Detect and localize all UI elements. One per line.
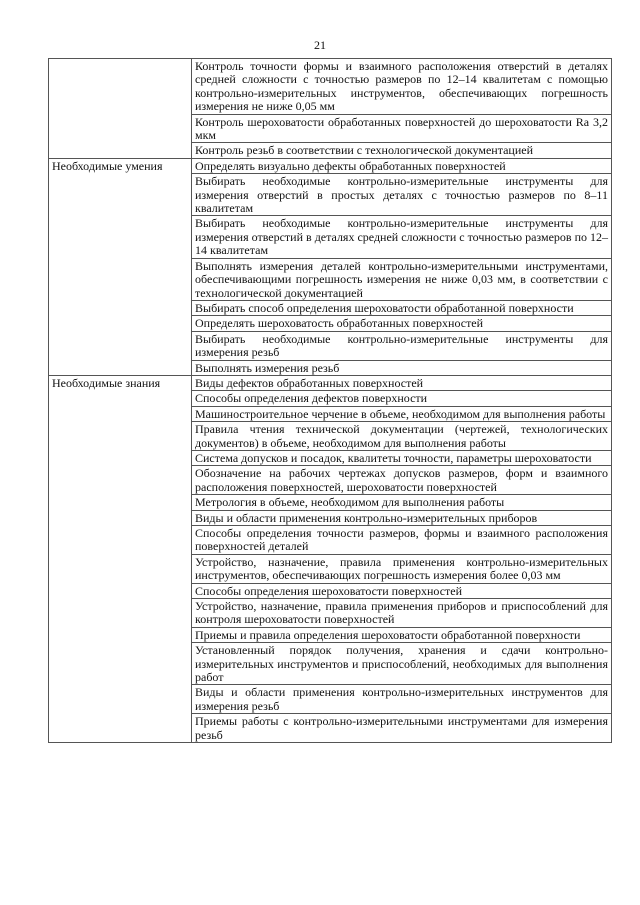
table-cell-item: Определять шероховатость обработанных поверхностей xyxy=(192,316,612,331)
table-cell-item: Выбирать необходимые контрольно-измерительные инструменты для измерения отверстий в простых деталях с точностью размеров по 8–11 квалитетам xyxy=(192,174,612,216)
table-cell-item: Виды дефектов обработанных поверхностей xyxy=(192,375,612,390)
table-cell-item: Установленный порядок получения, хранения и сдачи контрольно-измерительных инструментов и приспособлений, необходимых для выполнения работ xyxy=(192,643,612,685)
table-row xyxy=(49,375,612,390)
category-cell-knowledge xyxy=(49,375,192,742)
competency-table xyxy=(48,58,612,743)
table-cell-item: Выполнять измерения деталей контрольно-измерительными инструментами, обеспечивающими погрешность измерения не ниже 0,03 мм, в соответствии с технологической документацией xyxy=(192,258,612,300)
table-cell-item: Выполнять измерения резьб xyxy=(192,360,612,375)
table-cell-item: Приемы работы с контрольно-измерительными инструментами для измерения резьб xyxy=(192,714,612,743)
category-cell-continued xyxy=(49,59,192,159)
table-cell-item: Контроль резьб в соответствии с технологической документацией xyxy=(192,143,612,158)
table-cell-item: Способы определения шероховатости поверхностей xyxy=(192,583,612,598)
table-cell-item: Виды и области применения контрольно-измерительных инструментов для измерения резьб xyxy=(192,685,612,714)
table-cell-item: Выбирать необходимые контрольно-измерительные инструменты для измерения отверстий в деталях средней сложности с точностью размеров по 12–14 квалитетам xyxy=(192,216,612,258)
table-cell-item: Приемы и правила определения шероховатости обработанной поверхности xyxy=(192,627,612,642)
table-cell-item: Правила чтения технической документации (чертежей, технологических документов) в объеме, необходимом для выполнения работы xyxy=(192,422,612,451)
table-cell-item: Способы определения дефектов поверхности xyxy=(192,391,612,406)
table-cell-item: Машиностроительное черчение в объеме, необходимом для выполнения работы xyxy=(192,406,612,421)
table-cell-item: Контроль шероховатости обработанных поверхностей до шероховатости Ra 3,2 мкм xyxy=(192,114,612,143)
table-cell-item: Контроль точности формы и взаимного расположения отверстий в деталях средней сложности с точностью размеров по 12–14 квалитетам с помощью контрольно-измерительных инструментов, обеспечивающих погрешность измерения не ниже 0,05 мм xyxy=(192,59,612,115)
table-cell-item: Устройство, назначение, правила применения контрольно-измерительных инструментов, обеспечивающих погрешность измерения более 0,03 мм xyxy=(192,554,612,583)
table-cell-item: Определять визуально дефекты обработанных поверхностей xyxy=(192,158,612,173)
table-row xyxy=(49,59,612,115)
table-cell-item: Выбирать способ определения шероховатости обработанной поверхности xyxy=(192,300,612,315)
table-cell-item: Устройство, назначение, правила применения приборов и приспособлений для контроля шероховатости поверхностей xyxy=(192,599,612,628)
page-number: 21 xyxy=(314,38,326,52)
table-cell-item: Система допусков и посадок, квалитеты точности, параметры шероховатости xyxy=(192,450,612,465)
category-cell-skills xyxy=(49,158,192,375)
table-row xyxy=(49,158,612,173)
table-cell-item: Способы определения точности размеров, формы и взаимного расположения поверхностей деталей xyxy=(192,526,612,555)
category-label: Необходимые знания xyxy=(52,375,161,390)
table-cell-item: Выбирать необходимые контрольно-измерительные инструменты для измерения резьб xyxy=(192,331,612,360)
category-label: Необходимые умения xyxy=(52,158,163,173)
table-cell-item: Метрология в объеме, необходимом для выполнения работы xyxy=(192,495,612,510)
table-cell-item: Обозначение на рабочих чертежах допусков размеров, форм и взаимного расположения поверхностей, шероховатости поверхностей xyxy=(192,466,612,495)
table-cell-item: Виды и области применения контрольно-измерительных приборов xyxy=(192,510,612,525)
